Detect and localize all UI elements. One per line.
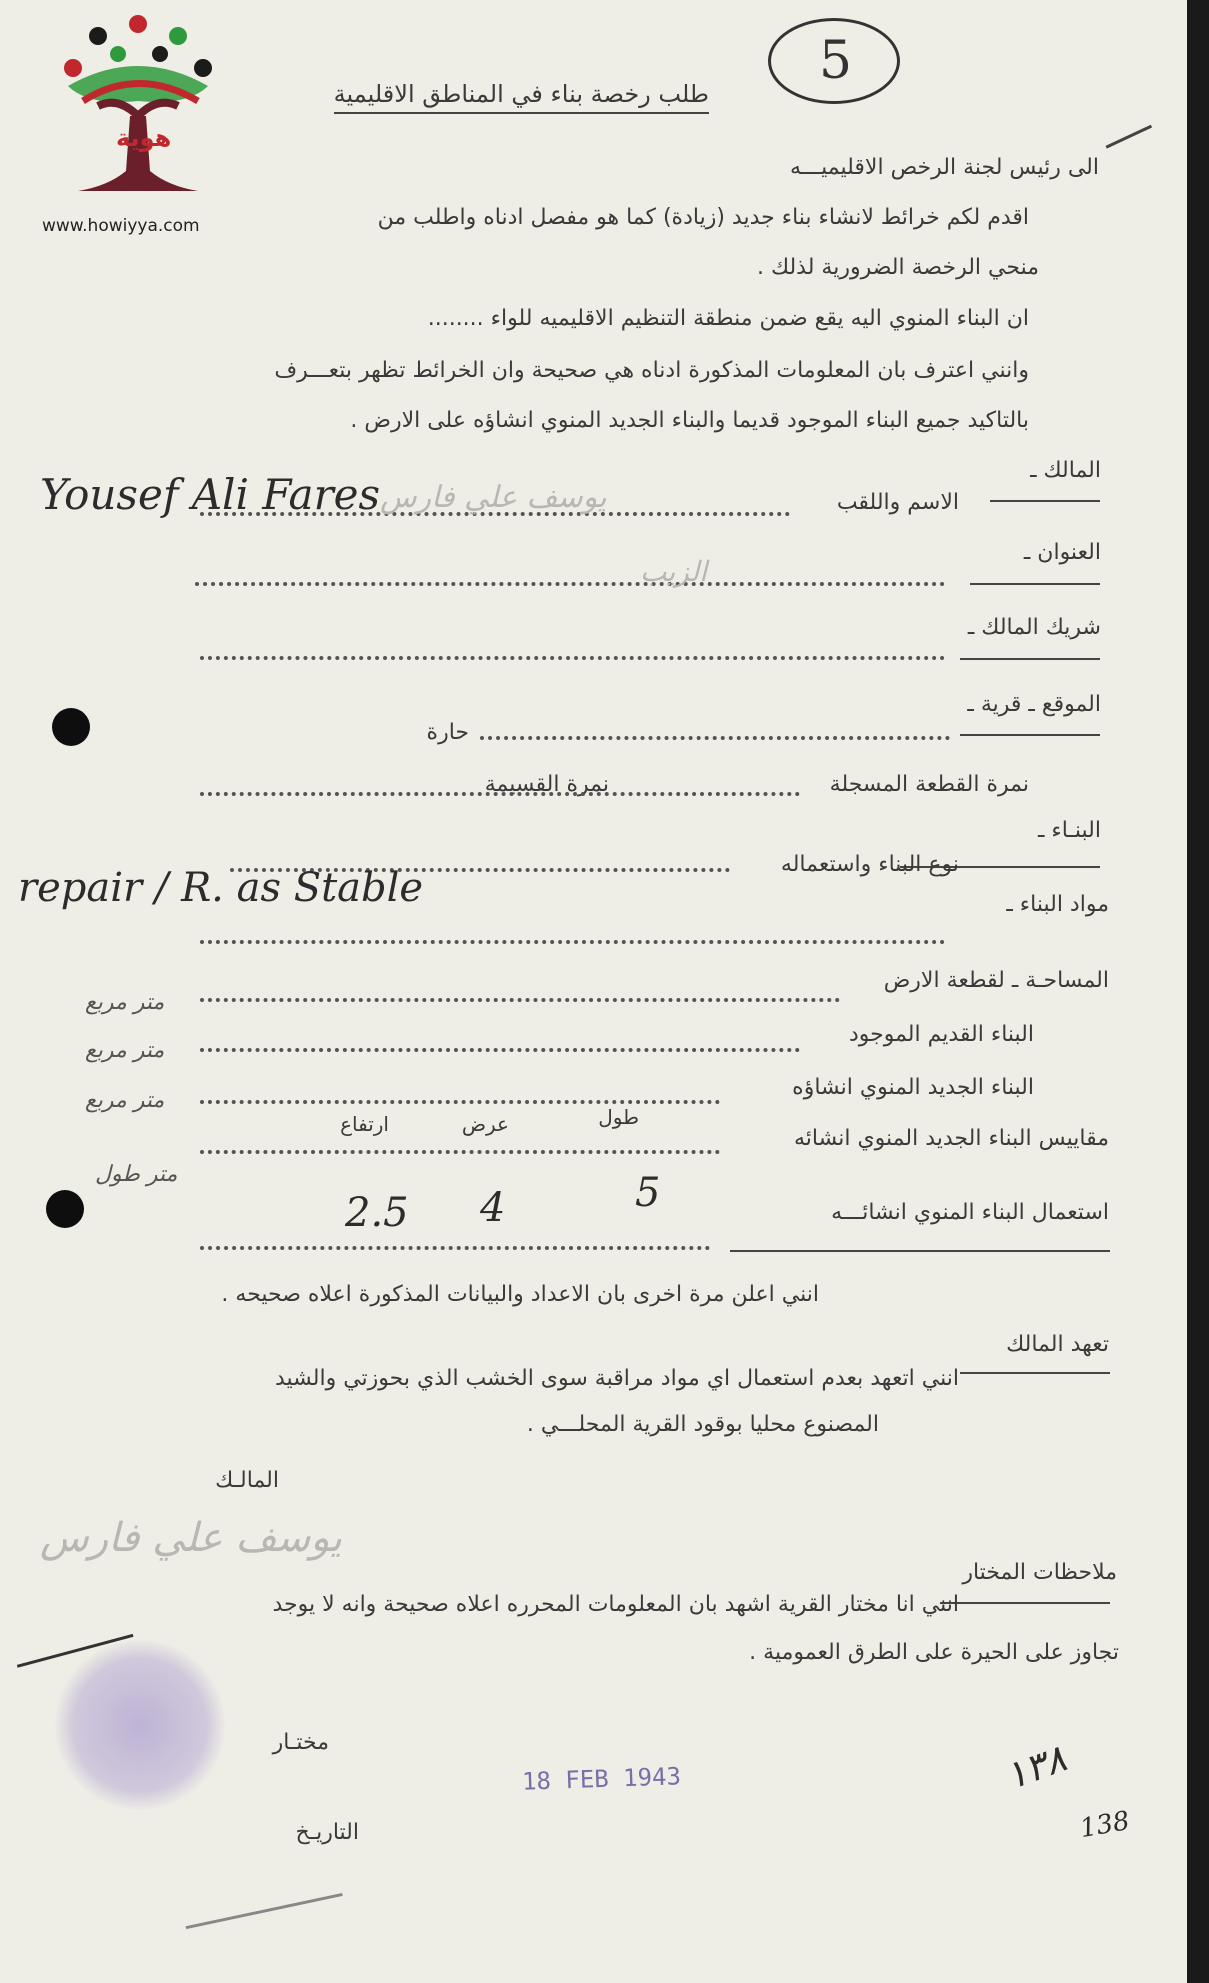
date-scribble	[177, 1854, 342, 1929]
mukhtar-line-1: انني انا مختار القرية اشهد بان المعلومات المحرره اعلاه صحيحة وانه لا يوجد	[272, 1592, 959, 1617]
logo-url: www.howiyya.com	[42, 216, 200, 236]
section-materials: مواد البناء ـ	[1006, 892, 1109, 917]
dim-height-label: ارتفاع	[340, 1112, 389, 1136]
address-underline	[970, 583, 1100, 585]
intro-line-1: اقدم لكم خرائط لانشاء بناء جديد (زيادة) كما هو مفصل ادناه واطلب من	[377, 205, 1029, 230]
owner-name-label: الاسم واللقب	[836, 490, 959, 515]
area-label: المساحـة ـ لقطعة الارض	[883, 968, 1109, 993]
howiyya-logo	[38, 6, 238, 236]
plot-label: نمرة القطعة المسجلة	[829, 772, 1029, 797]
partner-underline	[960, 658, 1100, 660]
new-building-dots	[200, 1100, 720, 1104]
old-building-dots	[200, 1048, 800, 1052]
plot-dots	[200, 792, 800, 796]
use-underline	[730, 1250, 1110, 1252]
undertaking-line-1: انني اتعهد بعدم استعمال اي مواد مراقبة سوى الخشب الذي بحوزتي والشيد	[274, 1366, 959, 1391]
tree-logo-icon	[38, 6, 238, 211]
intro-line-3: ان البناء المنوي اليه يقع ضمن منطقة التنظيم الاقليميه للواء ........	[427, 306, 1029, 331]
old-building-unit: متر مربع	[85, 1038, 165, 1063]
form-title: طلب رخصة بناء في المناطق الاقليمية	[334, 80, 709, 114]
location-underline	[960, 734, 1100, 736]
reference-number-side: 138	[1077, 1805, 1132, 1845]
dimensions-dots	[200, 1150, 720, 1154]
dim-width-label: عرض	[461, 1112, 509, 1136]
building-type-label: نوع البناء واستعماله	[780, 852, 959, 877]
reference-number: ١٣٨	[999, 1735, 1072, 1799]
date-stamp: 18 FEB 1943	[521, 1762, 682, 1796]
dim-length-label: طول	[598, 1105, 639, 1129]
undertaking-line-2: المصنوع محليا بوقود القرية المحلـــي .	[526, 1412, 879, 1437]
mukhtar-title: ملاحظات المختار	[962, 1560, 1117, 1585]
section-location: الموقع ـ قرية ـ	[967, 692, 1101, 717]
undertaking-title: تعهد المالك	[1006, 1332, 1109, 1357]
section-building: البنـاء ـ	[1037, 818, 1101, 843]
dim-length-value: 5	[635, 1170, 661, 1216]
page-number-circle	[768, 18, 900, 104]
date-label: التاريـخ	[295, 1820, 359, 1845]
section-owner: المالك ـ	[1030, 458, 1101, 483]
new-building-unit: متر مربع	[85, 1088, 165, 1113]
undertaking-underline	[960, 1372, 1110, 1374]
quarter-label: حارة	[426, 720, 469, 745]
old-building-label: البناء القديم الموجود	[848, 1022, 1034, 1047]
intro-line-5: بالتاكيد جميع البناء الموجود قديما والبناء الجديد المنوي انشاؤه على الارض .	[350, 408, 1029, 433]
use-label: استعمال البناء المنوي انشائـــه	[831, 1200, 1109, 1225]
dimensions-label: مقاييس البناء الجديد المنوي انشائه	[793, 1126, 1109, 1151]
intro-line-4: وانني اعترف بان المعلومات المذكورة ادناه هي صحيحة وان الخرائط تظهر بتعـــرف	[274, 358, 1029, 383]
section-address: العنوان ـ	[1023, 540, 1101, 565]
dim-width-value: 4	[480, 1185, 506, 1231]
check-mark-icon	[1098, 108, 1152, 148]
partner-dots	[200, 656, 945, 660]
location-dots	[480, 736, 950, 740]
area-unit: متر مربع	[85, 990, 165, 1015]
page-number: 5	[819, 31, 853, 91]
area-dots	[200, 998, 840, 1002]
materials-dots	[200, 940, 945, 944]
punch-hole	[52, 708, 90, 746]
mukhtar-underline	[940, 1602, 1110, 1604]
dimensions-unit: متر طول	[95, 1162, 178, 1187]
dim-height-value: 2.5	[345, 1190, 409, 1236]
address-dots	[195, 582, 945, 586]
owner-underline	[990, 500, 1100, 502]
owner-name-arabic: يوسف علي فارس	[380, 480, 607, 515]
owner-name-value: Yousef Ali Fares	[40, 470, 381, 519]
building-type-value: repair / R. as Stable	[18, 865, 424, 911]
section-partner: شريك المالك ـ	[967, 615, 1101, 640]
address-value: الزيب	[640, 555, 708, 588]
mukhtar-label: مختـار	[272, 1730, 329, 1755]
parcel-label: نمرة القسيمة	[484, 772, 609, 797]
mukhtar-line-2: تجاوز على الحيرة على الطرق العمومية .	[749, 1640, 1119, 1665]
intro-line-2: منحي الرخصة الضرورية لذلك .	[756, 255, 1039, 280]
new-building-label: البناء الجديد المنوي انشاؤه	[792, 1075, 1034, 1100]
addressee: الى رئيس لجنة الرخص الاقليميـــه	[790, 155, 1099, 180]
punch-hole	[46, 1190, 84, 1228]
village-seal-stamp	[55, 1640, 225, 1810]
logo-text: هوية	[116, 124, 172, 152]
owner-signature: يوسف علي فارس	[40, 1515, 343, 1561]
declaration: انني اعلن مرة اخرى بان الاعداد والبيانات المذكورة اعلاه صحيحه .	[221, 1282, 819, 1307]
scan-edge	[1187, 0, 1209, 1983]
use-dots	[200, 1246, 710, 1250]
owner-sign-label: المالـك	[215, 1468, 279, 1493]
